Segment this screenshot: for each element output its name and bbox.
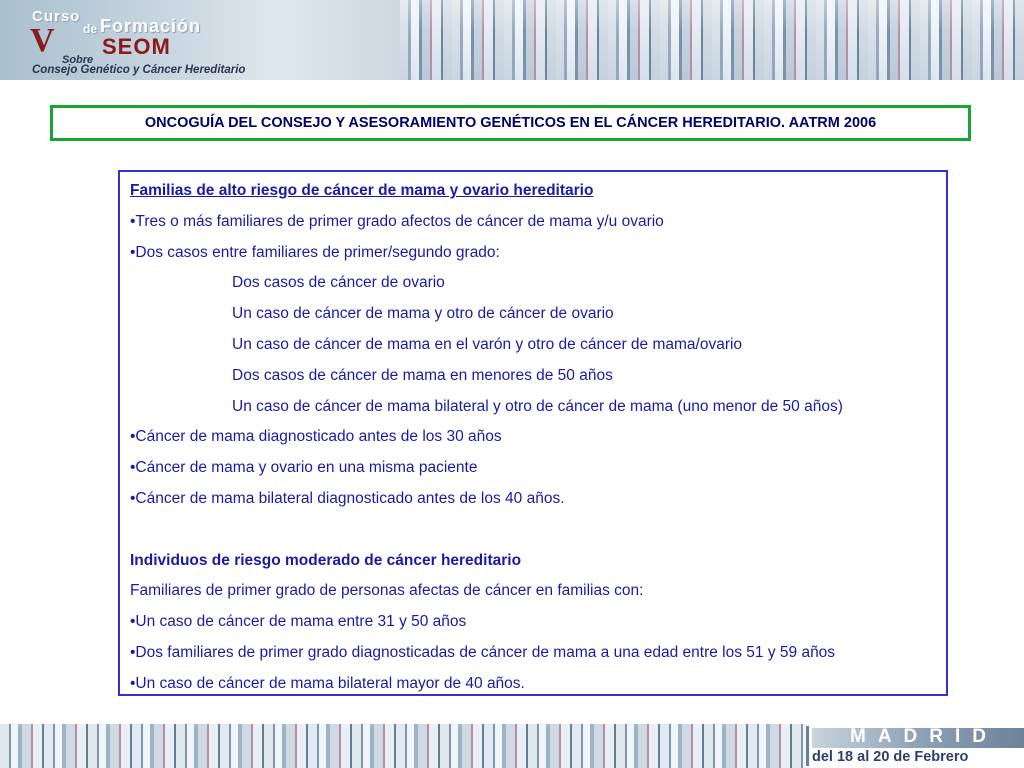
footer-divider bbox=[806, 726, 809, 766]
bullet-item: •Un caso de cáncer de mama bilateral mayor de 40 años. bbox=[130, 674, 525, 692]
logo-sobre-text: Sobre bbox=[62, 54, 94, 66]
course-logo bbox=[0, 0, 400, 80]
header-banner bbox=[0, 0, 1024, 80]
logo-curso-text: Curso bbox=[32, 8, 81, 25]
slide-title-box bbox=[50, 105, 971, 141]
bullet-item: •Cáncer de mama diagnosticado antes de los 30 años bbox=[130, 428, 502, 446]
spacer bbox=[130, 515, 946, 546]
bullet-item: •Un caso de cáncer de mama entre 31 y 50 años bbox=[130, 613, 467, 631]
slide-title-inner bbox=[53, 108, 968, 138]
sub-item: Un caso de cáncer de mama y otro de cáncer de ovario bbox=[232, 305, 614, 323]
section-heading-moderate-risk: Individuos de riesgo moderado de cáncer hereditario bbox=[130, 551, 522, 569]
sub-item: Un caso de cáncer de mama bilateral y otro de cáncer de mama (uno menor de 50 años) bbox=[232, 397, 843, 415]
section-heading-high-risk: Familias de alto riesgo de cáncer de mama y ovario hereditario bbox=[130, 182, 594, 199]
bullet-item: •Dos casos entre familiares de primer/segundo grado: bbox=[130, 243, 500, 261]
logo-formacion-text: Formación bbox=[100, 16, 202, 36]
footer-city: MADRID bbox=[850, 726, 998, 747]
logo-seom-text: SEOM bbox=[102, 34, 171, 59]
bullet-item: •Tres o más familiares de primer grado afectos de cáncer de mama y/u ovario bbox=[130, 212, 664, 230]
bullet-item: •Dos familiares de primer grado diagnosticadas de cáncer de mama a una edad entre los 51 y 59 años bbox=[130, 643, 836, 661]
slide-title: ONCOGUÍA DEL CONSEJO Y ASESORAMIENTO GENÉTICOS EN EL CÁNCER HEREDITARIO. AATRM 2006 bbox=[144, 115, 877, 131]
sub-item: Un caso de cáncer de mama en el varón y otro de cáncer de mama/ovario bbox=[232, 335, 743, 353]
bullet-item: •Cáncer de mama y ovario en una misma paciente bbox=[130, 459, 478, 477]
sub-item: Dos casos de cáncer de mama en menores de 50 años bbox=[232, 366, 613, 384]
content-panel bbox=[118, 170, 948, 696]
logo-de-text: de bbox=[83, 22, 98, 36]
logo-roman-numeral: V bbox=[30, 22, 53, 59]
section-intro: Familiares de primer grado de personas afectas de cáncer en familias con: bbox=[130, 582, 644, 600]
footer-stripes-decoration bbox=[0, 724, 810, 768]
header-stripes-decoration bbox=[400, 0, 1024, 80]
footer-banner bbox=[0, 724, 1024, 768]
footer-dates: del 18 al 20 de Febrero bbox=[812, 749, 969, 765]
sub-item: Dos casos de cáncer de ovario bbox=[232, 274, 445, 292]
logo-subtitle: Consejo Genético y Cáncer Hereditario bbox=[32, 64, 246, 76]
bullet-item: •Cáncer de mama bilateral diagnosticado antes de los 40 años. bbox=[130, 489, 565, 507]
